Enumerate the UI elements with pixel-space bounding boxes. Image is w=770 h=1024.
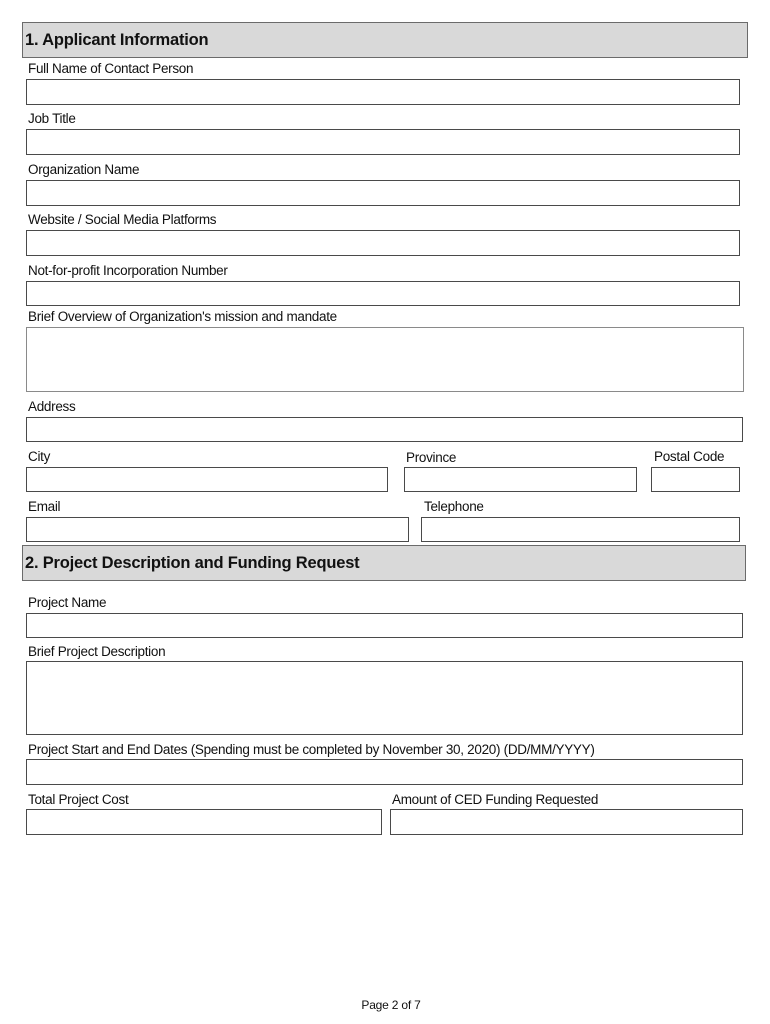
section-title: 1. Applicant Information [25,30,209,49]
job-title-input[interactable] [26,129,740,155]
address-label: Address [28,399,76,414]
section-title: 2. Project Description and Funding Request [25,553,360,572]
telephone-label: Telephone [424,499,484,514]
project-description-textarea[interactable] [26,661,743,735]
job-title-label: Job Title [28,111,76,126]
telephone-input[interactable] [421,517,740,542]
incorporation-number-input[interactable] [26,281,740,306]
mission-overview-textarea[interactable] [26,327,744,392]
email-input[interactable] [26,517,409,542]
project-dates-label: Project Start and End Dates (Spending must be completed by November 30, 2020) (DD/MM/YYYY) [28,742,595,757]
ced-funding-input[interactable] [390,809,743,835]
project-dates-input[interactable] [26,759,743,785]
postal-code-input[interactable] [651,467,740,492]
project-name-input[interactable] [26,613,743,638]
full-name-label: Full Name of Contact Person [28,61,194,76]
province-input[interactable] [404,467,637,492]
province-label: Province [406,450,457,465]
address-input[interactable] [26,417,743,442]
mission-overview-label: Brief Overview of Organization's mission and mandate [28,309,337,324]
full-name-input[interactable] [26,79,740,105]
project-name-label: Project Name [28,595,107,610]
website-input[interactable] [26,230,740,256]
postal-code-label: Postal Code [654,449,725,464]
email-label: Email [28,499,61,514]
section-header-applicant-information [22,22,748,58]
project-description-label: Brief Project Description [28,644,166,659]
city-input[interactable] [26,467,388,492]
section-header-project-description [22,545,746,581]
city-label: City [28,449,51,464]
ced-funding-label: Amount of CED Funding Requested [392,792,599,807]
organization-name-input[interactable] [26,180,740,206]
organization-name-label: Organization Name [28,162,140,177]
website-label: Website / Social Media Platforms [28,212,217,227]
total-project-cost-label: Total Project Cost [28,792,129,807]
incorporation-number-label: Not-for-profit Incorporation Number [28,263,228,278]
page-number: Page 2 of 7 [361,998,421,1012]
total-project-cost-input[interactable] [26,809,382,835]
